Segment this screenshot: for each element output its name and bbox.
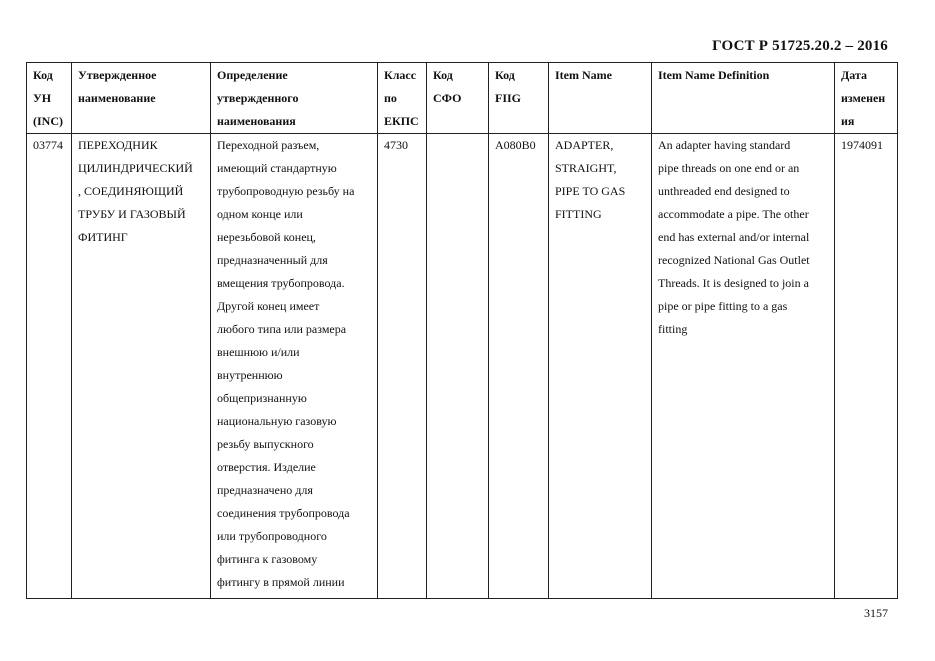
header-line: Item Name bbox=[555, 68, 612, 82]
header-item-name-definition bbox=[652, 63, 835, 134]
document-title: ГОСТ Р 51725.20.2 – 2016 bbox=[712, 38, 888, 54]
header-line: Определение bbox=[217, 68, 288, 82]
header-line: изменен bbox=[841, 91, 886, 105]
cell-definition: Переходной разъем, имеющий стандартную трубопроводную резьбу на одном конце или нерезьбовой конец, предназначенный для вмещения трубопровода. Другой конец имеет любого типа или размера внешнюю и/или внутреннюю общепризнанную национальную газовую резьбу выпускного отверстия. Изделие предназначено для соединения трубопровода или трубопроводного фитинга к газовому фитингу в прямой линии bbox=[211, 134, 378, 599]
catalog-table bbox=[26, 62, 898, 599]
cell-class-ekps: 4730 bbox=[378, 134, 427, 599]
header-line: Дата bbox=[841, 68, 867, 82]
cell-code-inc: 03774 bbox=[27, 134, 72, 599]
cell-item-name: ADAPTER, STRAIGHT, PIPE TO GAS FITTING bbox=[549, 134, 652, 599]
table-header-row bbox=[27, 63, 898, 134]
header-line: СФО bbox=[433, 91, 462, 105]
cell-item-name-definition: An adapter having standard pipe threads on one end or an unthreaded end designed to accommodate a pipe. The other end has external and/or internal recognized National Gas Outlet Threads. It is designed to join a pipe or pipe fitting to a gas fitting bbox=[652, 134, 835, 599]
header-line: УН bbox=[33, 91, 52, 105]
header-line: FIIG bbox=[495, 91, 522, 105]
cell-code-sfo bbox=[427, 134, 489, 599]
header-code-sfo bbox=[427, 63, 489, 134]
header-change-date bbox=[835, 63, 898, 134]
header-line: утвержденного bbox=[217, 91, 299, 105]
header-line: Item Name Definition bbox=[658, 68, 770, 82]
header-code-fiig bbox=[489, 63, 549, 134]
header-definition bbox=[211, 63, 378, 134]
cell-approved-name: ПЕРЕХОДНИК ЦИЛИНДРИЧЕСКИЙ , СОЕДИНЯЮЩИЙ ТРУБУ И ГАЗОВЫЙ ФИТИНГ bbox=[72, 134, 211, 599]
header-line: ЕКПС bbox=[384, 114, 419, 128]
header-line: по bbox=[384, 91, 397, 105]
header-line: Код bbox=[495, 68, 515, 82]
header-line: Утвержденное bbox=[78, 68, 157, 82]
cell-code-fiig: A080B0 bbox=[489, 134, 549, 599]
header-code-inc bbox=[27, 63, 72, 134]
header-class-ekps bbox=[378, 63, 427, 134]
page-number: 3157 bbox=[864, 606, 888, 620]
header-item-name bbox=[549, 63, 652, 134]
header-line: наименование bbox=[78, 91, 156, 105]
header-approved-name bbox=[72, 63, 211, 134]
header-line: Код bbox=[33, 68, 53, 82]
header-line: Код bbox=[433, 68, 453, 82]
header-line: наименования bbox=[217, 114, 296, 128]
header-line: Класс bbox=[384, 68, 417, 82]
cell-change-date: 1974091 bbox=[835, 134, 898, 599]
header-line: (INC) bbox=[33, 114, 63, 128]
header-line: ия bbox=[841, 114, 855, 128]
table-row bbox=[27, 134, 898, 599]
